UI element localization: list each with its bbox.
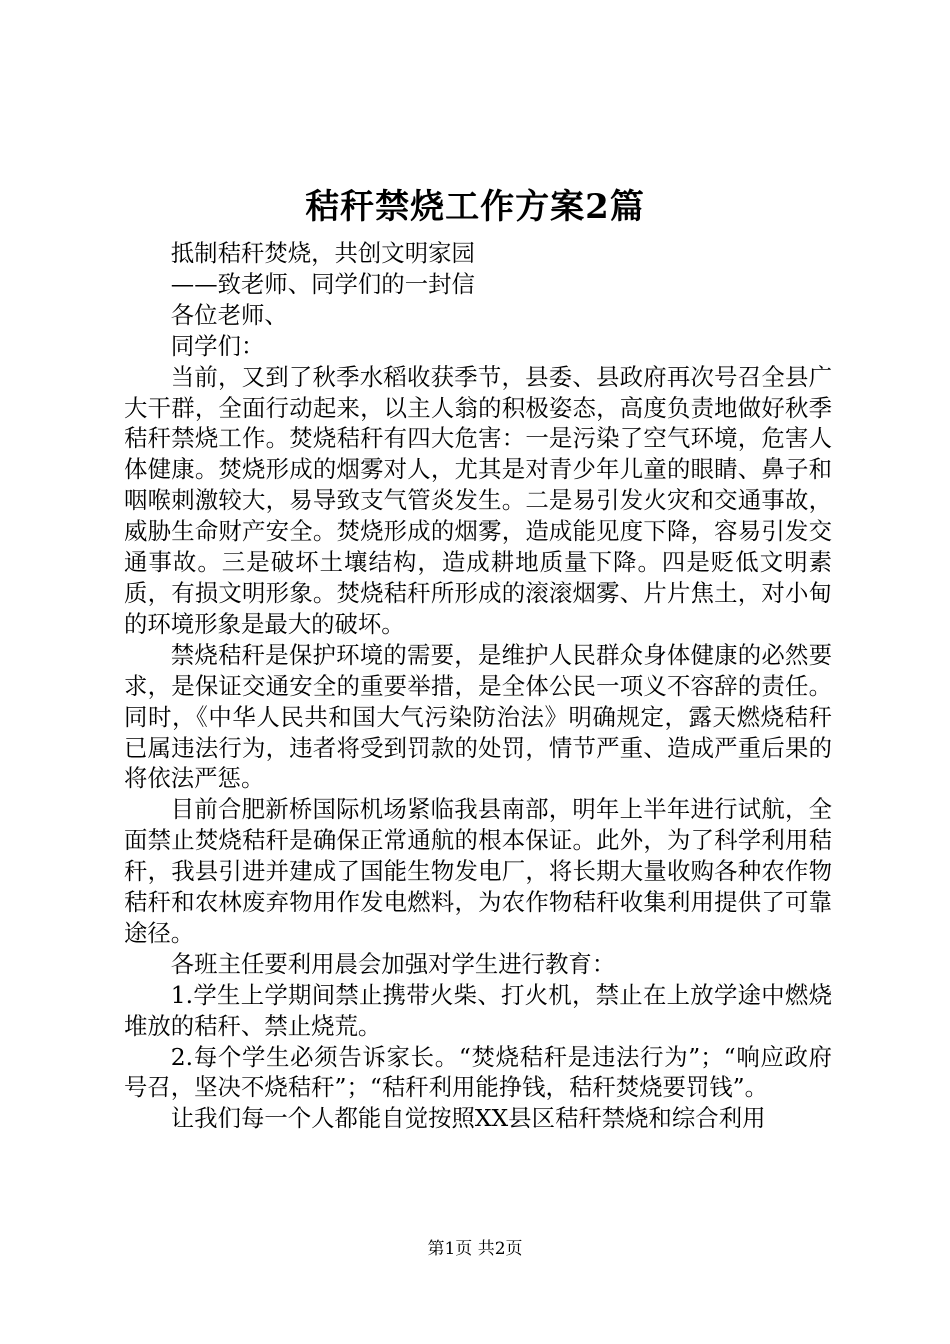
document-body [124,238,832,1134]
paragraph-hazards: 当前，又到了秋季水稻收获季节，县委、县政府再次号召全县广大干群，全面行动起来，以主人翁的积极姿态，高度负责地做好秋季秸秆禁烧工作。焚烧秸秆有四大危害：一是污染了空气环境，危害人体健康。焚烧形成的烟雾对人，尤其是对青少年儿童的眼睛、鼻子和咽喉刺激较大，易导致支气管炎发生。二是易引发火灾和交通事故，威胁生命财产安全。焚烧形成的烟雾，造成能见度下降，容易引发交通事故。三是破坏土壤结构，造成耕地质量下降。四是贬低文明素质，有损文明形象。焚烧秸秆所形成的滚滚烟雾、片片焦土，对小甸的环境形象是最大的破坏。 [124,362,832,638]
paragraph-salutation-teachers: 各位老师、 [170,300,288,329]
list-item-1: 1.学生上学期间禁止携带火柴、打火机，禁止在上放学途中燃烧堆放的秸秆、禁止烧荒。 [124,980,832,1040]
page-number: 第1页 共2页 [427,1239,523,1259]
list-item-2: 2.每个学生必须告诉家长。“焚烧秸秆是违法行为”；“响应政府号召，坚决不烧秸秆”；“秸秆利用能挣钱，秸秆焚烧要罚钱”。 [124,1042,832,1102]
paragraph-necessity: 禁烧秸秆是保护环境的需要，是维护人民群众身体健康的必然要求，是保证交通安全的重要举措，是全体公民一项义不容辞的责任。同时，《中华人民共和国大气污染防治法》明确规定，露天燃烧秸秆已属违法行为，违者将受到罚款的处罚，情节严重、造成严重后果的将依法严惩。 [124,640,832,793]
paragraph-closing: 让我们每一个人都能自觉按照XX县区秸秆禁烧和综合利用 [170,1104,766,1133]
paragraph-teachers-task: 各班主任要利用晨会加强对学生进行教育： [170,949,616,978]
paragraph-airport: 目前合肥新桥国际机场紧临我县南部，明年上半年进行试航，全面禁止焚烧秸秆是确保正常通航的根本保证。此外，为了科学利用秸秆，我县引进并建成了国能生物发电厂，将长期大量收购各种农作物秸秆和农林废弃物用作发电燃料，为农作物秸秆收集利用提供了可靠途径。 [124,795,832,947]
paragraph-slogan: 抵制秸秆焚烧，共创文明家园 [170,239,475,267]
paragraph-subtitle: ——致老师、同学们的一封信 [170,269,475,298]
document-title: 秸秆禁烧工作方案2篇 [305,187,645,227]
paragraph-salutation-students: 同学们： [170,331,265,360]
